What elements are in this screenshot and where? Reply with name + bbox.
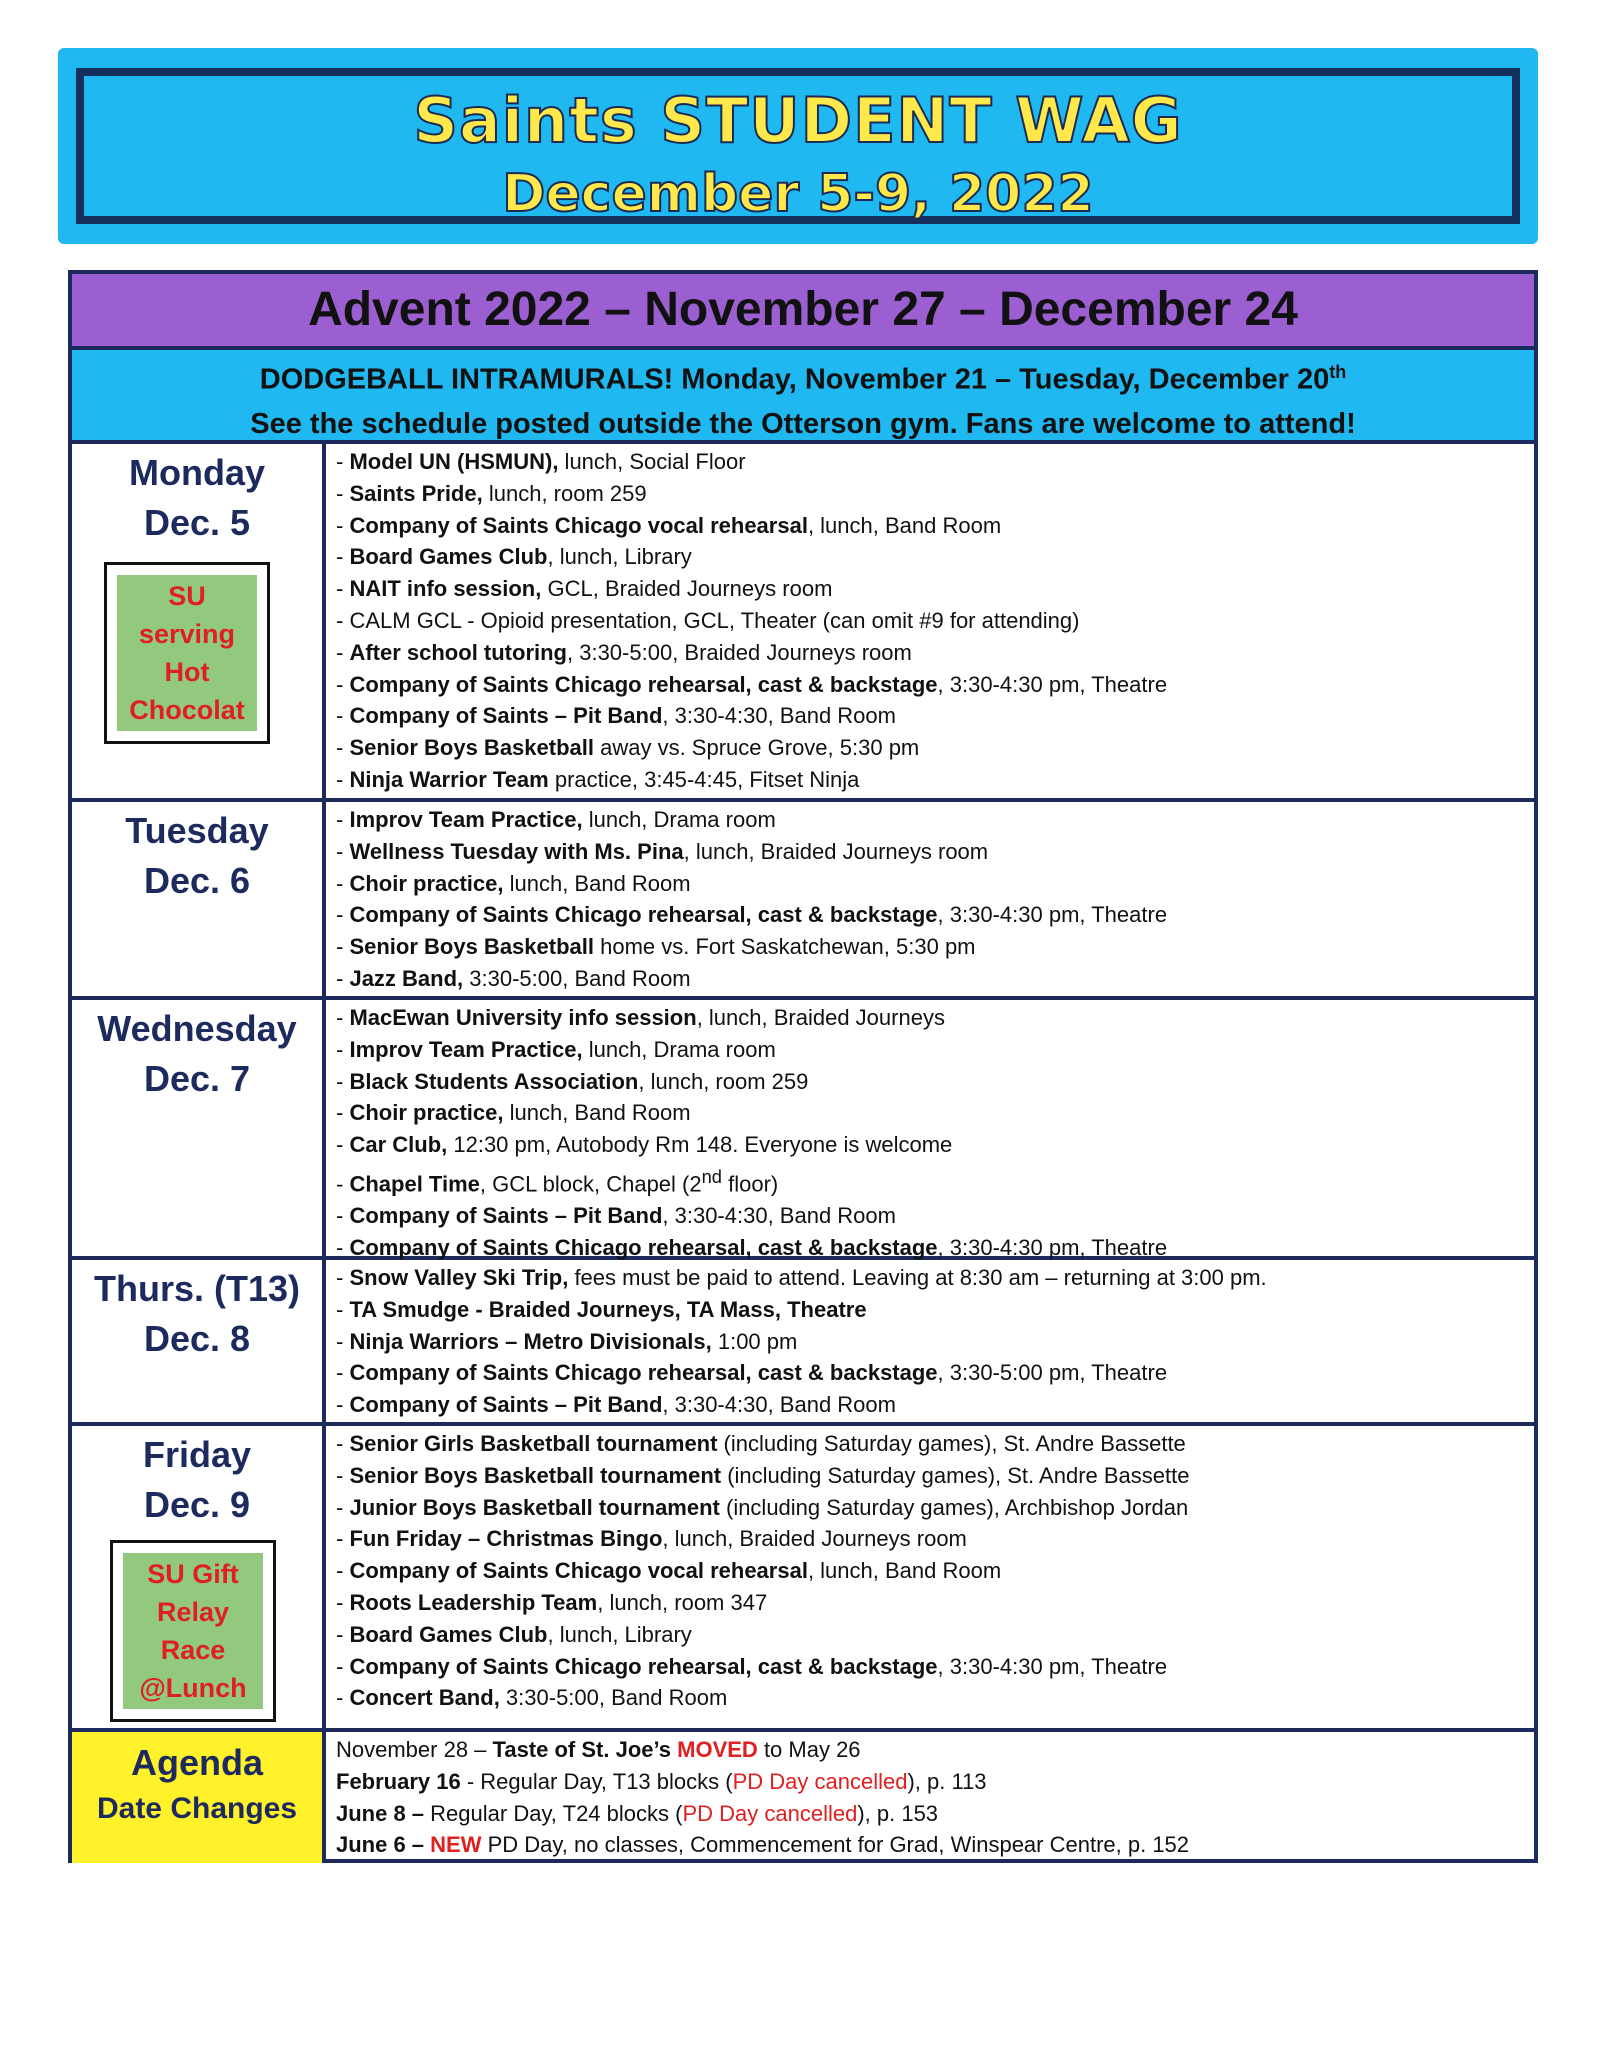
event-bullet: - (336, 1392, 350, 1418)
agenda-highlight: NEW (430, 1832, 482, 1858)
event-bullet: - (336, 838, 350, 864)
day-row-friday (72, 1426, 1534, 1732)
event-item (336, 1389, 1524, 1421)
event-bullet: - (336, 1526, 350, 1552)
event-item (336, 1587, 1524, 1619)
event-item (336, 637, 1524, 669)
day-name: Friday (142, 1434, 252, 1475)
event-bullet: - (336, 1328, 350, 1354)
event-details: , lunch, room 347 (597, 1589, 768, 1615)
event-details: , 3:30-4:30, Band Room (662, 1392, 896, 1418)
event-sup: nd (701, 1165, 722, 1187)
event-title: Fun Friday – Christmas Bingo (349, 1526, 663, 1552)
event-title: Snow Valley Ski Trip, (349, 1265, 569, 1290)
event-bullet: - (336, 639, 350, 665)
day-cell-wednesday (72, 1000, 326, 1256)
event-list (336, 804, 1524, 995)
day-date: Dec. 6 (143, 860, 251, 901)
su-sticker (104, 562, 270, 744)
event-bullet: - (336, 1431, 350, 1456)
event-details: 3:30-5:00, Band Room (463, 965, 691, 991)
event-details: lunch, Band Room (503, 870, 691, 896)
event-title: Roots Leadership Team (349, 1589, 598, 1615)
event-bullet: - (336, 1265, 350, 1290)
event-details: , 3:30-4:30 pm, Theatre (937, 671, 1168, 697)
event-item (336, 764, 1524, 796)
event-title: Company of Saints Chicago vocal rehearsal (349, 1558, 808, 1584)
event-bullet: - (336, 807, 350, 832)
event-title: TA Smudge - Braided Journeys, TA Mass, Theatre (349, 1296, 867, 1322)
event-item (336, 1002, 1524, 1034)
event-bullet: - (336, 1068, 350, 1094)
event-title: Company of Saints – Pit Band (349, 1392, 663, 1418)
agenda-row (72, 1732, 1534, 1863)
event-details: lunch, Band Room (503, 1100, 691, 1126)
event-item (336, 1066, 1524, 1098)
event-title: Concert Band, (349, 1685, 500, 1711)
event-item (336, 446, 1524, 478)
event-details: , lunch, Library (547, 1621, 692, 1647)
event-item (336, 510, 1524, 542)
event-list (336, 1428, 1524, 1714)
day-name: Thurs. (T13) (93, 1268, 300, 1309)
agenda-date: February 16 (336, 1768, 461, 1794)
event-title: Company of Saints Chicago rehearsal, cast & backstage (349, 671, 938, 697)
event-item (336, 804, 1524, 836)
event-item (336, 963, 1524, 995)
header-frame (76, 68, 1520, 224)
event-list (336, 446, 1524, 796)
event-details: 3:30-5:00, Band Room (499, 1685, 728, 1711)
event-title: Jazz Band, (349, 965, 464, 991)
event-item (336, 541, 1524, 573)
event-title: Ninja Warriors – Metro Divisionals, (349, 1328, 712, 1354)
day-cell-friday (72, 1426, 326, 1728)
day-name: Monday (128, 452, 265, 493)
event-title: Senior Girls Basketball tournament (349, 1431, 718, 1456)
event-bullet: - (336, 607, 350, 633)
event-item (336, 573, 1524, 605)
event-bullet: - (336, 1462, 350, 1488)
event-details: , lunch, Band Room (807, 1558, 1002, 1584)
event-title: After school tutoring (349, 639, 567, 665)
event-details: home vs. Fort Saskatchewan, 5:30 pm (594, 934, 976, 960)
day-name: Tuesday (125, 810, 269, 851)
event-bullet: - (336, 544, 350, 570)
event-title: Improv Team Practice, (349, 807, 583, 832)
day-date: Dec. 5 (143, 502, 251, 543)
event-item (336, 1651, 1524, 1683)
advent-banner: Advent 2022 – November 27 – December 24 (72, 274, 1534, 350)
event-bullet: - (336, 1494, 350, 1520)
event-bullet: - (336, 1296, 350, 1322)
event-details: (including Saturday games), Archbishop Jordan (719, 1494, 1189, 1520)
event-title: Company of Saints – Pit Band (349, 703, 663, 729)
event-item (336, 1161, 1524, 1200)
event-item (336, 1619, 1524, 1651)
event-item (336, 478, 1524, 510)
dodgeball-text: DODGEBALL INTRAMURALS! Monday, November 21 – Tuesday, December 20 (259, 363, 1330, 396)
event-bullet: - (336, 735, 350, 761)
sticker-fill (117, 575, 257, 731)
agenda-highlight: PD Day cancelled (732, 1768, 908, 1794)
day-row-monday (72, 444, 1534, 802)
event-details: , 3:30-5:00, Braided Journeys room (567, 639, 912, 665)
agenda-detail-end: ), p. 113 (907, 1768, 987, 1794)
agenda-date: June 8 – (336, 1800, 425, 1826)
event-item (336, 1200, 1524, 1232)
event-details: lunch, room 259 (482, 480, 647, 506)
dodgeball-banner (72, 350, 1534, 444)
agenda-detail-end: ), p. 153 (857, 1800, 939, 1826)
event-item (336, 868, 1524, 900)
event-item (336, 1428, 1524, 1460)
event-bullet: - (336, 1558, 350, 1584)
agenda-event: Taste of St. Joe’s (492, 1737, 678, 1762)
event-item (336, 700, 1524, 732)
event-item (336, 732, 1524, 764)
event-bullet: - (336, 1685, 350, 1711)
event-item (336, 1034, 1524, 1066)
event-title: Company of Saints Chicago vocal rehearsal (349, 512, 808, 538)
dodgeball-line2: See the schedule posted outside the Otterson gym. Fans are welcome to attend! (250, 407, 1356, 440)
event-title: Model UN (HSMUN), (349, 449, 559, 474)
day-row-tuesday (72, 802, 1534, 1000)
event-title: Senior Boys Basketball tournament (349, 1462, 722, 1488)
event-bullet: - (336, 870, 350, 896)
event-details: (including Saturday games), St. Andre Bassette (721, 1462, 1190, 1488)
agenda-label (72, 1732, 326, 1863)
dodgeball-sup: th (1329, 362, 1347, 382)
event-bullet: - (336, 1234, 350, 1260)
event-item (336, 1129, 1524, 1161)
agenda-detail: Regular Day, T24 blocks ( (424, 1800, 683, 1826)
event-bullet: - (336, 512, 350, 538)
event-bullet: - (336, 1621, 350, 1647)
event-title: Company of Saints Chicago rehearsal, cast & backstage (349, 902, 938, 928)
event-details: lunch, Drama room (582, 1036, 776, 1062)
event-bullet: - (336, 671, 350, 697)
event-details: practice, 3:45-4:45, Fitset Ninja (548, 766, 860, 792)
event-details: , lunch, Library (547, 544, 692, 570)
event-bullet: - (336, 1589, 350, 1615)
event-item (336, 1492, 1524, 1524)
agenda-subtitle: Date Changes (96, 1792, 298, 1825)
day-row-wednesday (72, 1000, 1534, 1260)
event-details: away vs. Spruce Grove, 5:30 pm (594, 735, 920, 761)
event-title: Saints Pride, (349, 480, 483, 506)
event-item (336, 899, 1524, 931)
event-title: Company of Saints – Pit Band (349, 1203, 663, 1229)
page-title: Saints STUDENT WAG (413, 84, 1183, 157)
event-details: , 3:30-4:30 pm, Theatre (937, 902, 1168, 928)
agenda-list (336, 1734, 1524, 1861)
day-date: Dec. 9 (143, 1484, 251, 1525)
event-item (336, 836, 1524, 868)
event-title: Chapel Time (349, 1171, 480, 1197)
event-bullet: - (336, 1005, 350, 1030)
agenda-highlight: MOVED (677, 1737, 758, 1762)
agenda-highlight: PD Day cancelled (682, 1800, 858, 1826)
event-details: , lunch, Braided Journeys room (662, 1526, 967, 1552)
event-list (336, 1262, 1524, 1421)
event-bullet: - (336, 449, 350, 474)
dodgeball-line1 (72, 350, 1534, 402)
event-item (336, 931, 1524, 963)
event-title: Car Club, (349, 1132, 448, 1158)
event-item (336, 1097, 1524, 1129)
event-title: Improv Team Practice, (349, 1036, 583, 1062)
event-title: Board Games Club (349, 544, 548, 570)
sticker-text: SU serving Hot Chocolat (129, 581, 245, 725)
event-details: , 3:30-4:30 pm, Theatre (937, 1234, 1168, 1260)
event-details-end: floor) (722, 1171, 779, 1197)
event-title: Company of Saints Chicago rehearsal, cast & backstage (349, 1360, 938, 1386)
event-bullet: - (336, 934, 350, 960)
event-title: Junior Boys Basketball tournament (349, 1494, 720, 1520)
day-cell-monday (72, 444, 326, 798)
event-title: Senior Boys Basketball (349, 934, 594, 960)
event-title: Company of Saints Chicago rehearsal, cast & backstage (349, 1653, 938, 1679)
event-bullet: - (336, 1132, 350, 1158)
event-details: CALM GCL - Opioid presentation, GCL, Theater (can omit #9 for attending) (349, 607, 1080, 633)
event-bullet: - (336, 965, 350, 991)
event-title: Choir practice, (349, 1100, 504, 1126)
event-bullet: - (336, 1100, 350, 1126)
event-details: lunch, Drama room (582, 807, 776, 832)
event-bullet: - (336, 1036, 350, 1062)
schedule-table (68, 270, 1538, 1863)
agenda-item (336, 1829, 1524, 1861)
event-title: Senior Boys Basketball (349, 735, 594, 761)
event-bullet: - (336, 1171, 350, 1197)
event-bullet: - (336, 1360, 350, 1386)
event-item (336, 1682, 1524, 1714)
event-details: , 3:30-4:30, Band Room (662, 1203, 896, 1229)
event-details: , lunch, room 259 (638, 1068, 809, 1094)
page-dates: December 5-9, 2022 (502, 164, 1094, 224)
event-item (336, 605, 1524, 637)
event-details: , 3:30-4:30, Band Room (662, 703, 896, 729)
event-details: GCL, Braided Journeys room (541, 576, 833, 602)
event-item (336, 1357, 1524, 1389)
event-bullet: - (336, 480, 350, 506)
event-details: 12:30 pm, Autobody Rm 148. Everyone is welcome (447, 1132, 953, 1158)
event-item (336, 1555, 1524, 1587)
event-details: (including Saturday games), St. Andre Bassette (717, 1431, 1186, 1456)
event-details: , lunch, Braided Journeys (696, 1005, 945, 1030)
agenda-item (336, 1798, 1524, 1830)
event-bullet: - (336, 902, 350, 928)
event-details: , GCL block, Chapel (2 (479, 1171, 702, 1197)
event-title: MacEwan University info session (349, 1005, 697, 1030)
event-bullet: - (336, 576, 350, 602)
event-details: lunch, Social Floor (558, 449, 746, 474)
event-item (336, 1294, 1524, 1326)
event-title: Company of Saints Chicago rehearsal, cast & backstage (349, 1234, 938, 1260)
agenda-item (336, 1766, 1524, 1798)
day-date: Dec. 8 (143, 1318, 251, 1359)
day-cell-tuesday (72, 802, 326, 996)
su-sticker (110, 1540, 276, 1722)
event-details: 1:00 pm (711, 1328, 798, 1354)
event-title: Ninja Warrior Team (349, 766, 549, 792)
day-date: Dec. 7 (143, 1058, 251, 1099)
event-bullet: - (336, 1203, 350, 1229)
day-row-thursday (72, 1260, 1534, 1426)
sticker-fill (123, 1553, 263, 1709)
event-bullet: - (336, 1653, 350, 1679)
event-details: fees must be paid to attend. Leaving at 8:30 am – returning at 3:00 pm. (568, 1265, 1267, 1290)
event-title: Choir practice, (349, 870, 504, 896)
sticker-text: SU Gift Relay Race @Lunch (139, 1559, 247, 1703)
agenda-detail: to May 26 (757, 1737, 861, 1762)
agenda-detail: PD Day, no classes, Commencement for Grad, Winspear Centre, p. 152 (481, 1832, 1190, 1858)
event-item (336, 1523, 1524, 1555)
event-bullet: - (336, 703, 350, 729)
agenda-detail: - Regular Day, T13 blocks ( (460, 1768, 733, 1794)
event-list (336, 1002, 1524, 1264)
event-title: Board Games Club (349, 1621, 548, 1647)
event-item (336, 1460, 1524, 1492)
agenda-date: November 28 – (336, 1737, 493, 1762)
agenda-item (336, 1734, 1524, 1766)
event-item (336, 1326, 1524, 1358)
event-item (336, 1232, 1524, 1264)
day-cell-thursday (72, 1260, 326, 1422)
agenda-title: Agenda (130, 1742, 263, 1783)
event-title: Wellness Tuesday with Ms. Pina (349, 838, 684, 864)
day-name: Wednesday (97, 1008, 297, 1049)
event-item (336, 669, 1524, 701)
event-details: , 3:30-5:00 pm, Theatre (937, 1360, 1168, 1386)
event-title: Black Students Association (349, 1068, 639, 1094)
event-bullet: - (336, 766, 350, 792)
header-banner (58, 48, 1538, 244)
event-title: NAIT info session, (349, 576, 542, 602)
agenda-date: June 6 – (336, 1832, 431, 1858)
event-details: , lunch, Band Room (807, 512, 1002, 538)
event-details: , lunch, Braided Journeys room (683, 838, 989, 864)
event-item (336, 1262, 1524, 1294)
event-details: , 3:30-4:30 pm, Theatre (937, 1653, 1168, 1679)
